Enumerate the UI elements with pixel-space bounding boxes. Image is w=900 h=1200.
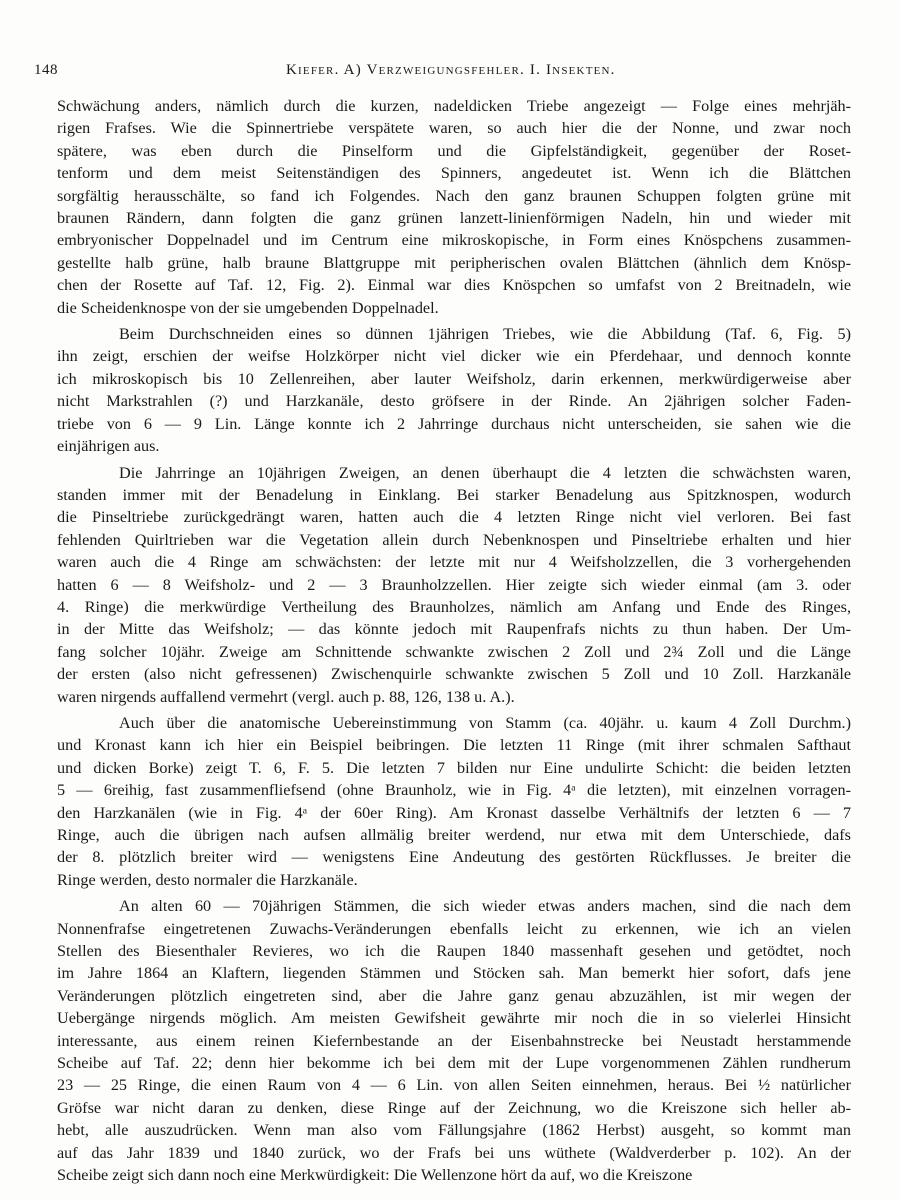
- text-line: Die Jahrringe an 10jährigen Zweigen, an denen überhaupt die 4 letzten die schwächsten waren,: [119, 463, 851, 482]
- text-line: 5 — 6reihig, fast zusammenfliefsend (ohne Braunholz, wie in Fig. 4ᵃ die letzten), mit einzelnen vorragen-: [57, 781, 851, 800]
- paragraph: [57, 712, 851, 891]
- text-line: chen der Rosette auf Taf. 12, Fig. 2). Einmal war dies Knöspchen so umfafst von 2 Breitnadeln, wie: [57, 276, 851, 295]
- text-line: in der Mitte das Weifsholz; — das könnte jedoch mit Raupenfrafs nichts zu thun haben. Der Um-: [57, 620, 851, 639]
- text-line: einjährigen aus.: [57, 437, 160, 456]
- text-line: der 8. plötzlich breiter wird — wenigstens Eine Andeutung des gestörten Rückflusses. Je breiter die: [57, 848, 851, 867]
- text-line: den Harzkanälen (wie in Fig. 4ᵃ der 60er Ring). Am Kronast dasselbe Verhältnifs der letzten 6 — 7: [57, 803, 851, 822]
- text-line: Ringe werden, desto normaler die Harzkanäle.: [57, 870, 358, 889]
- body-text: [57, 95, 851, 1191]
- text-line: braunen Rändern, dann folgten die ganz grünen lanzett-linienförmigen Nadeln, hin und wieder mit: [57, 209, 851, 228]
- text-line: hebt, alle auszudrücken. Wenn man also vom Fällungsjahre (1862 Herbst) ausgeht, so kommt man: [57, 1121, 851, 1140]
- text-line: im Jahre 1864 an Klaftern, liegenden Stämmen und Stöcken sah. Man bemerkt hier sofort, dafs jene: [57, 964, 851, 983]
- text-line: Beim Durchschneiden eines so dünnen 1jährigen Triebes, wie die Abbildung (Taf. 6, Fig. 5): [119, 325, 851, 344]
- text-line: ich mikroskopisch bis 10 Zellenreihen, aber lauter Weifsholz, darin erkennen, merkwürdigerweise aber: [57, 369, 851, 388]
- text-line: die Pinseltriebe zurückgedrängt waren, hatten auch die 4 letzten Ringe nicht viel verloren. Bei fast: [57, 508, 851, 527]
- text-line: Ringe, auch die übrigen nach aufsen allmälig breiter werdend, nur etwa mit dem Unterschiede, dafs: [57, 826, 851, 844]
- text-line: tenform und dem meist Seitenständigen des Spinners, angedeutet ist. Wenn ich die Blättchen: [57, 164, 851, 183]
- text-line: Veränderungen plötzlich eingetreten sind, aber die Jahre ganz genau abzuzählen, ist mir wegen der: [57, 986, 851, 1005]
- text-line: embryonischer Doppelnadel und im Centrum eine mikroskopische, in Form eines Knöspchens zusammen-: [57, 231, 851, 250]
- text-line: triebe von 6 — 9 Lin. Länge konnte ich 2 Jahrringe durchaus nicht unterscheiden, sie sahen wie die: [57, 414, 851, 433]
- text-line: rigen Frafses. Wie die Spinnertriebe verspätete waren, so auch hier die der Nonne, und zwar noch: [57, 119, 851, 138]
- text-line: auf das Jahr 1839 und 1840 zurück, wo der Frafs bei uns wüthete (Waldverderber p. 102). An der: [57, 1143, 851, 1162]
- text-line: hatten 6 — 8 Weifsholz- und 2 — 3 Braunholzzellen. Hier zeigte sich wieder einmal (am 3. oder: [57, 575, 851, 594]
- text-line: der ersten (also nicht gefressenen) Zwischenquirle schwankte zwischen 5 Zoll und 10 Zoll. Harzkanäle: [57, 665, 851, 684]
- running-head: Kiefer. A) Verzweigungsfehler. I. Insekten.: [286, 62, 616, 78]
- text-line: Scheibe zeigt sich dann noch eine Merkwürdigkeit: Die Wellenzone hört da auf, wo die Kreiszone: [57, 1166, 693, 1185]
- text-line: Stellen des Biesenthaler Revieres, wo ich die Raupen 1840 massenhaft gesehen und getödtet, noch: [57, 942, 851, 961]
- paragraph: [57, 462, 851, 708]
- text-line: waren auch die 4 Ringe am schwächsten: der letzte mit nur 4 Weifsholzzellen, die 3 vorhergehenden: [57, 553, 851, 572]
- text-line: fehlenden Quirltrieben war die Vegetation allein durch Nebenknospen und Pinseltriebe erhalten und hier: [57, 530, 851, 549]
- text-line: Schwächung anders, nämlich durch die kurzen, nadeldicken Triebe angezeigt — Folge eines mehrjäh-: [57, 97, 851, 115]
- text-line: standen immer mit der Benadelung in Einklang. Bei starker Benadelung aus Spitzknospen, wodurch: [57, 485, 851, 504]
- page-header: [34, 62, 858, 84]
- text-line: Nonnenfrafse eingetretenen Zuwachs-Veränderungen ebenfalls leicht zu erkennen, wie ich an vielen: [57, 919, 851, 938]
- text-line: Auch über die anatomische Uebereinstimmung von Stamm (ca. 40jähr. u. kaum 4 Zoll Durchm.): [119, 713, 851, 732]
- paragraph: [57, 95, 851, 319]
- text-line: interessante, aus einem reinen Kiefernbestande an der Eisenbahnstrecke bei Neustadt herstammende: [57, 1031, 851, 1050]
- text-line: waren nirgends auffallend vermehrt (vergl. auch p. 88, 126, 138 u. A.).: [57, 687, 515, 706]
- paragraph: [57, 323, 851, 457]
- paragraph: [57, 895, 851, 1186]
- text-line: und Kronast kann ich hier ein Beispiel beibringen. Die letzten 11 Ringe (mit ihrer schmalen Safthaut: [57, 736, 851, 755]
- text-line: ihn zeigt, erschien der weifse Holzkörper nicht viel dicker wie ein Pferdehaar, und dennoch konnte: [57, 347, 851, 366]
- text-line: fang solcher 10jähr. Zweige am Schnittende schwankte zwischen 2 Zoll und 2¾ Zoll und die Länge: [57, 642, 851, 661]
- text-line: Scheibe auf Taf. 22; denn hier bekomme ich bei dem mit der Lupe vorgenommenen Zählen rundherum: [57, 1054, 851, 1073]
- text-line: die Scheidenknospe von der sie umgebenden Doppelnadel.: [57, 298, 439, 317]
- text-line: sorgfältig herausschälte, so fand ich Folgendes. Nach den ganz braunen Schuppen folgten grüne mit: [57, 186, 851, 205]
- text-line: spätere, was eben durch die Pinselform und die Gipfelständigkeit, gegenüber der Roset-: [57, 141, 851, 160]
- text-line: Gröfse war nicht daran zu denken, diese Ringe auf der Zeichnung, wo die Kreiszone sich heller ab-: [57, 1098, 851, 1117]
- text-line: gestellte halb grüne, halb braune Blattgruppe mit peripherischen ovalen Blättchen (ähnlich dem Knösp-: [57, 253, 851, 272]
- text-line: 23 — 25 Ringe, die einen Raum von 4 — 6 Lin. von allen Seiten einnehmen, heraus. Bei ½ natürlicher: [57, 1076, 851, 1095]
- text-line: Uebergänge nirgends möglich. Am meisten Gewifsheit gewährte mir noch die in so vielerlei Hinsicht: [57, 1009, 851, 1028]
- text-line: und dicken Borke) zeigt T. 6, F. 5. Die letzten 7 bilden nur Eine undulirte Schicht: die beiden letzten: [57, 758, 851, 777]
- text-line: 4. Ringe) die merkwürdige Vertheilung des Braunholzes, nämlich am Anfang und Ende des Ringes,: [57, 597, 851, 616]
- text-line: nicht Markstrahlen (?) und Harzkanäle, desto gröfsere in der Rinde. An 2jährigen solcher Faden-: [57, 392, 851, 411]
- page-number: 148: [34, 62, 58, 78]
- text-line: An alten 60 — 70jährigen Stämmen, die sich wieder etwas anders machen, sind die nach dem: [119, 897, 851, 916]
